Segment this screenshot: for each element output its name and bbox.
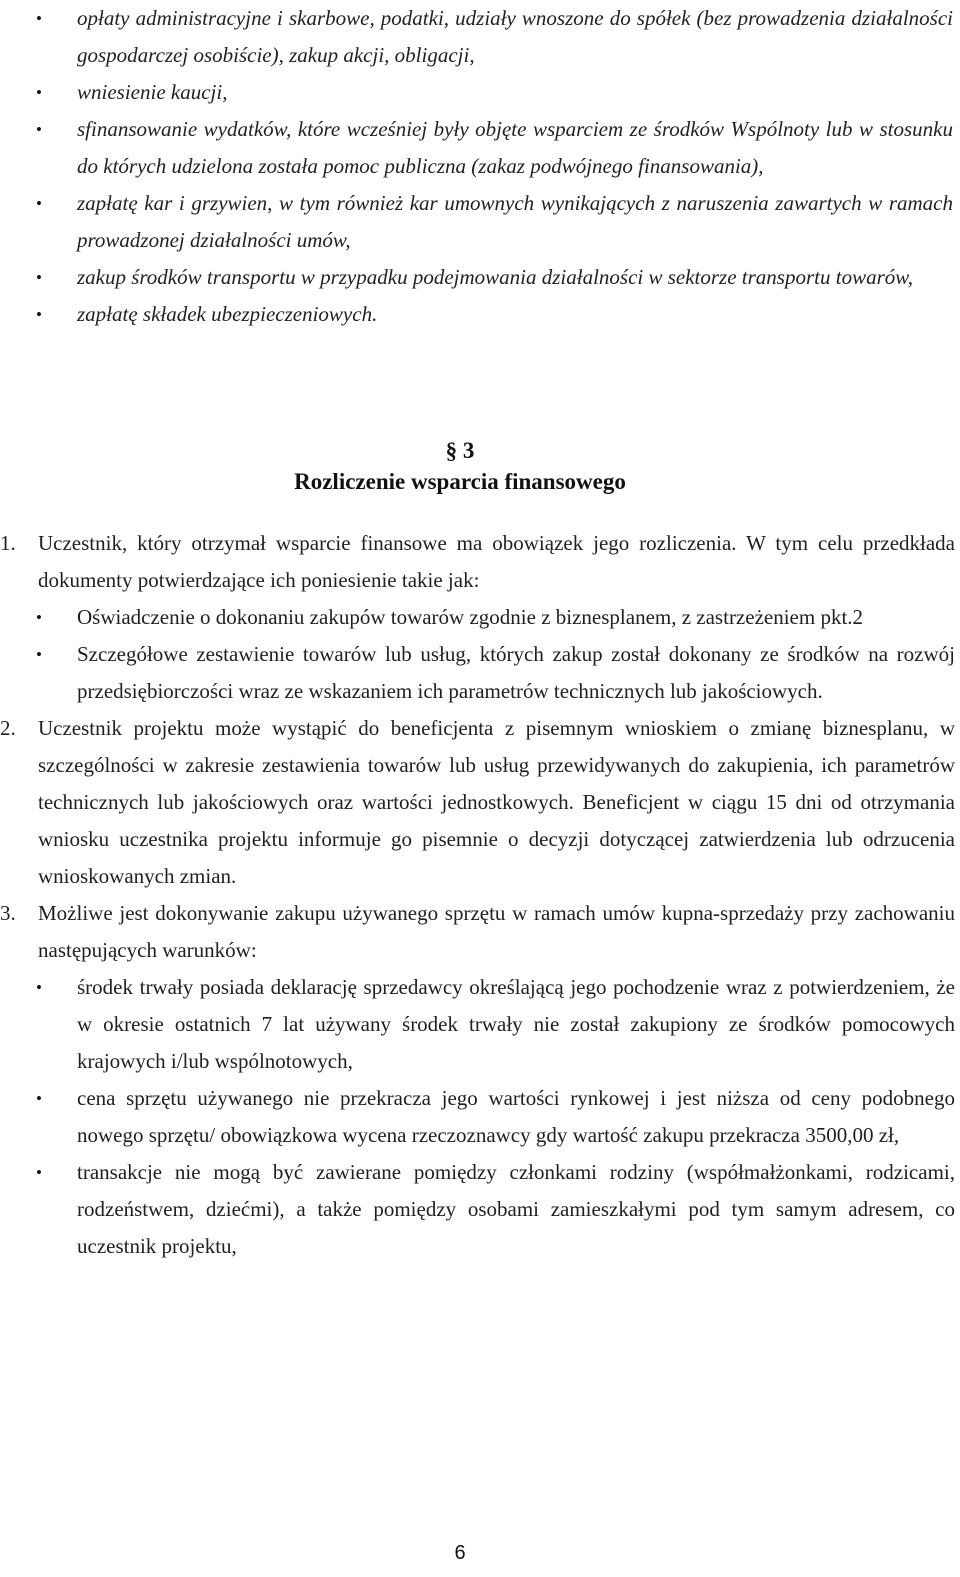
sublist-item: • transakcje nie mogą być zawierane pomiędzy członkami rodziny (współmałżonkami, rodzicami, rodzeństwem, dziećmi), a także pomiędzy osobami zamieszkałymi pod tym samym adresem, co uczestnik projektu, bbox=[38, 1154, 955, 1265]
point-sublist bbox=[38, 599, 955, 710]
numbered-point bbox=[0, 895, 955, 1265]
point-text: Uczestnik, który otrzymał wsparcie finansowe ma obowiązek jego rozliczenia. W tym celu przedkłada dokumenty potwierdzające ich poniesienie takie jak: bbox=[38, 531, 955, 592]
sublist-item: • Szczegółowe zestawienie towarów lub usług, których zakup został dokonany ze środków na rozwój przedsiębiorczości wraz ze wskazaniem ich parametrów technicznych lub jakościowych. bbox=[38, 636, 955, 710]
list-item: • sfinansowanie wydatków, które wcześniej były objęte wsparciem ze środków Wspólnoty lub w stosunku do których udzielona została pomoc publiczna (zakaz podwójnego finansowania), bbox=[38, 111, 953, 185]
list-item: • zapłatę kar i grzywien, w tym również kar umownych wynikających z naruszenia zawartych w ramach prowadzonej działalności umów, bbox=[38, 185, 953, 259]
numbered-point bbox=[0, 710, 955, 895]
sublist-item: • środek trwały posiada deklarację sprzedawcy określającą jego pochodzenie wraz z potwierdzeniem, że w okresie ostatnich 7 lat używany środek trwały nie został zakupiony ze środków pomocowych krajowych i/lub wspólnotowych, bbox=[38, 969, 955, 1080]
list-item: • zapłatę składek ubezpieczeniowych. bbox=[38, 296, 953, 333]
section-paragraph-mark: § 3 bbox=[445, 438, 475, 463]
point-text: Uczestnik projektu może wystąpić do beneficjenta z pisemnym wnioskiem o zmianę biznesplanu, w szczególności w zakresie zestawienia towarów lub usług przewidywanych do zakupienia, ich parametrów technicznych lub jakościowych oraz wartości jednostkowych. Beneficjent w ciągu 15 dni od otrzymania wniosku uczestnika projektu informuje go pisemnie o decyzji dotyczącej zatwierdzenia lub odrzucenia wnioskowanych zmian. bbox=[38, 716, 955, 888]
list-item: • opłaty administracyjne i skarbowe, podatki, udziały wnoszone do spółek (bez prowadzenia działalności gospodarczej osobiście), zakup akcji, obligacji, bbox=[38, 0, 953, 74]
list-item: • wniesienie kaucji, bbox=[38, 74, 953, 111]
excluded-expenses-list bbox=[38, 0, 953, 333]
sublist-item: • Oświadczenie o dokonaniu zakupów towarów zgodnie z biznesplanem, z zastrzeżeniem pkt.2 bbox=[38, 599, 955, 636]
point-text: Możliwe jest dokonywanie zakupu używanego sprzętu w ramach umów kupna-sprzedaży przy zachowaniu następujących warunków: bbox=[38, 901, 955, 962]
section-title: Rozliczenie wsparcia finansowego bbox=[294, 469, 626, 494]
list-item: • zakup środków transportu w przypadku podejmowania działalności w sektorze transportu towarów, bbox=[38, 259, 953, 296]
numbered-point bbox=[0, 525, 955, 710]
point-number: 2. bbox=[0, 716, 16, 740]
page-number: 6 bbox=[454, 1542, 466, 1564]
point-number: 1. bbox=[0, 531, 16, 555]
settlement-points bbox=[0, 525, 955, 1265]
point-sublist bbox=[38, 969, 955, 1265]
sublist-item: • cena sprzętu używanego nie przekracza jego wartości rynkowej i jest niższa od ceny podobnego nowego sprzętu/ obowiązkowa wycena rzeczoznawcy gdy wartość zakupu przekracza 3500,00 zł, bbox=[38, 1080, 955, 1154]
point-number: 3. bbox=[0, 901, 16, 925]
